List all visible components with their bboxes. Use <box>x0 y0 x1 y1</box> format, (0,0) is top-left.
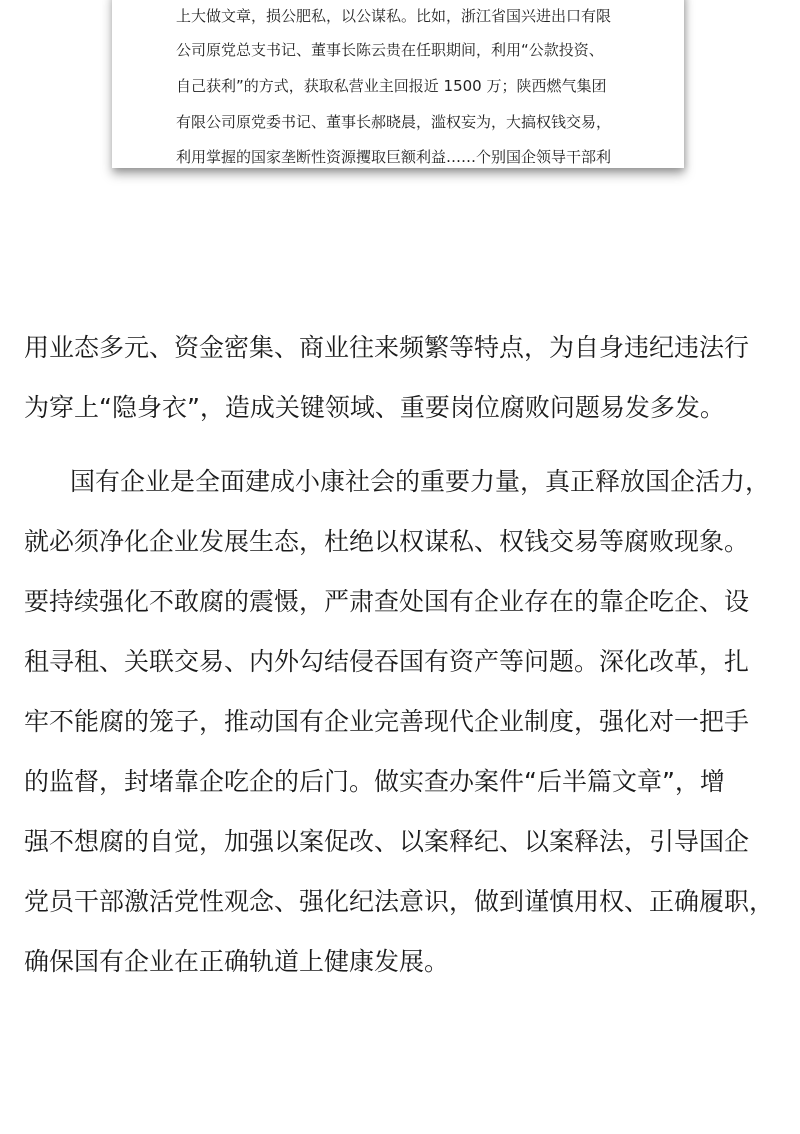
paragraph-line: 租寻租、关联交易、内外勾结侵吞国有资产等问题。深化改革，扎 <box>24 647 750 676</box>
paragraph-line: 党员干部激活党性观念、强化纪法意识，做到谨慎用权、正确履职， <box>24 887 775 916</box>
paragraph-line: 的监督，封堵靠企吃企的后门。做实查办案件“后半篇文章”，增 <box>24 767 725 796</box>
quote-line: 有限公司原党委书记、董事长郝晓晨，滥权妄为，大搞权钱交易， <box>176 113 612 131</box>
paragraph-line: 牢不能腐的笼子，推动国有企业完善现代企业制度，强化对一把手 <box>24 707 750 736</box>
quote-line: 上大做文章，损公肥私，以公谋私。比如，浙江省国兴进出口有限 <box>176 7 612 25</box>
paragraph-line: 确保国有企业在正确轨道上健康发展。 <box>24 947 450 976</box>
paragraph-line: 为穿上“隐身衣”，造成关键领域、重要岗位腐败问题易发多发。 <box>24 393 725 422</box>
paragraph-line: 国有企业是全面建成小康社会的重要力量，真正释放国企活力， <box>70 467 771 496</box>
quote-line: 公司原党总支书记、董事长陈云贵在任职期间，利用“公款投资、 <box>176 41 604 59</box>
quote-line: 自己获利”的方式，获取私营业主回报近 1500 万；陕西燃气集团 <box>176 77 607 95</box>
paragraph-line: 强不想腐的自觉，加强以案促改、以案释纪、以案释法，引导国企 <box>24 827 750 856</box>
quote-line: 利用掌握的国家垄断性资源攫取巨额利益……个别国企领导干部利 <box>176 148 612 166</box>
quote-box <box>112 0 684 168</box>
paragraph-line: 用业态多元、资金密集、商业往来频繁等特点，为自身违纪违法行 <box>24 333 750 362</box>
paragraph-line: 就必须净化企业发展生态，杜绝以权谋私、权钱交易等腐败现象。 <box>24 527 750 556</box>
paragraph-line: 要持续强化不敢腐的震慑，严肃查处国有企业存在的靠企吃企、设 <box>24 587 750 616</box>
